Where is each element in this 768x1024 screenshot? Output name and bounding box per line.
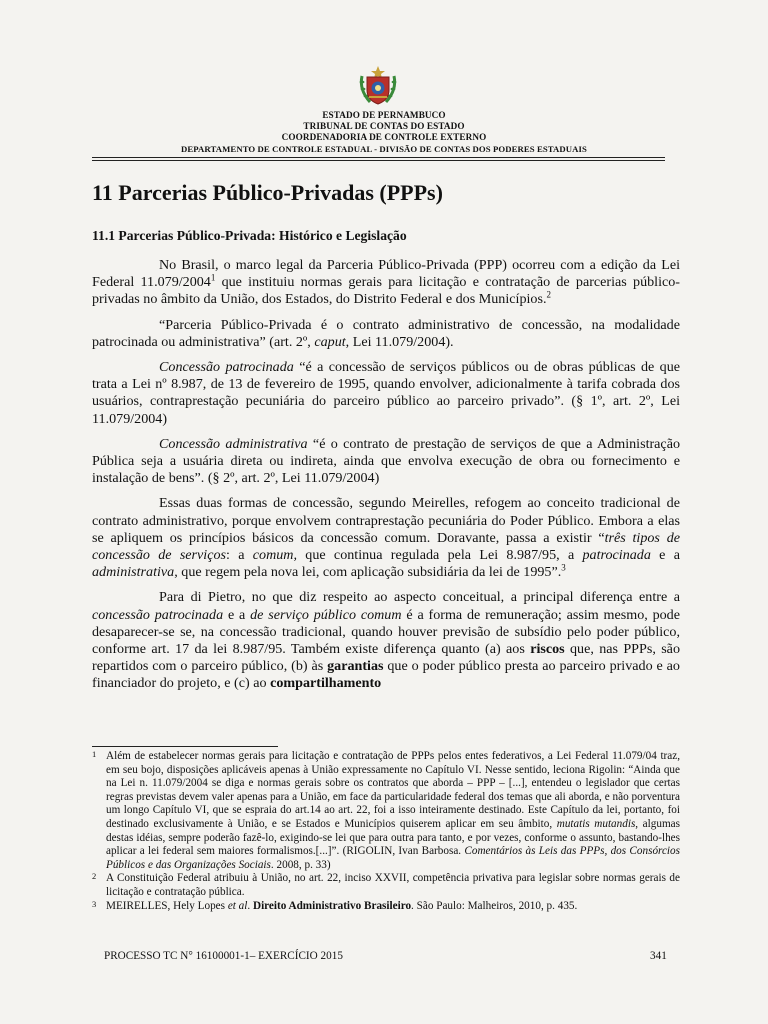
footnote-number: 2 [92, 871, 97, 882]
header-rule [92, 160, 665, 161]
footnote-ref[interactable]: 3 [561, 562, 566, 573]
footnote-number: 1 [92, 749, 97, 759]
footnote-1: 1 Além de estabelecer normas gerais para licitação e contratação de PPPs pelos entes federativos, a Lei Federal 11.079/04 traz, em seu bojo, disposições aplicáveis apenas à União expressamente no Capítulo VI. Nesse sentido, leciona Rigolin: “Ainda que na Lei n. 11.079/2004 se diga e normas gerais sobre os contratos que aborda – PPP – [...], entendeu o legislador que certas regras previstas devem valer apenas para a União, em face da particularidade federal dos temas que ali aborda, e não porventura um longo Capítulo VI, que se espraia do art.14 ao art. 22, foi a isso inteiramente destinado. Este Capítulo da lei, portanto, foi destinado exclusivamente à União, e se Estados e Municípios quiserem aplicar em seu âmbito, mutatis mutandis, algumas destas idéias, sempre poderão fazê-lo, exigindo-se lei que para outra para tanto, e por vezes, conforme o assunto, bastando-lhes aplicar a lei federal sem maiores formalismos.[...]”. (RIGOLIN, Ivan Barbosa. Comentários às Leis das PPPs, dos Consórcios Públicos e das Organizações Sociais. 2008, p. 33) [92, 749, 680, 871]
footnote-ref[interactable]: 1 [210, 272, 216, 283]
body-text [92, 257, 680, 701]
footnote-number: 3 [92, 898, 97, 909]
process-number: PROCESSO TC N° 16100001-1– EXERCÍCIO 2015 [104, 950, 343, 962]
paragraph: Essas duas formas de concessão, segundo Meirelles, refogem ao conceito tradicional de contrato administrativo, porque envolvem contraprestação pecuniária do Poder Público. Embora a elas se apliquem os princípios básicos da concessão comum. Doravante, passa a existir “três tipos de concessão de serviços: a comum, que continua regulada pela Lei 8.987/95, a patrocinada e a administrativa, que regem pela nova lei, com aplicação subsidiária da lei de 1995”.$^3$ [92, 495, 680, 581]
paragraph: Concessão administrativa “é o contrato de prestação de serviços de que a Administração Pública seja a usuária direta ou indireta, ainda que envolva execução de obra ou fornecimento e instalação de bens”. (§ 2º, art. 2º, Lei 11.079/2004) [92, 435, 680, 487]
header-state: ESTADO DE PERNAMBUCO [322, 110, 446, 120]
header-department: DEPARTAMENTO DE CONTROLE ESTADUAL - DIVISÃO DE CONTAS DOS PODERES ESTADUAIS [181, 144, 587, 154]
paragraph: “Parceria Público-Privada é o contrato administrativo de concessão, na modalidade patrocinada ou administrativa” (art. 2º, caput, Lei 11.079/2004). [92, 316, 680, 350]
paragraph: Concessão patrocinada “é a concessão de serviços públicos ou de obras públicas de que trata a Lei nº 8.987, de 13 de fevereiro de 1995, quando envolver, adicionalmente à tarifa cobrada dos usuários, contraprestação pecuniária do parceiro público ao parceiro privado”. (§ 1º, art. 2º, Lei 11.079/2004) [92, 359, 681, 427]
paragraph: Para di Pietro, no que diz respeito ao aspecto conceitual, a principal diferença entre a concessão patrocinada e a de serviço público comum é a forma de remuneração; assim mesmo, pode desaparecer-se se, na concessão tradicional, quando houver previsão de subsídio pelo poder público, conforme art. 17 da lei 8.987/95. Também existe diferença quanto (a) aos riscos que, nas PPPs, são repartidos com o parceiro público, (b) às garantias que o poder público presta ao parceiro privado e ao financiador do projeto, e (c) ao compartilhamento [92, 589, 680, 692]
footnote-separator [92, 746, 278, 747]
section-title: 11 Parcerias Público-Privadas (PPPs) [92, 180, 443, 205]
paragraph: No Brasil, o marco legal da Parceria Público-Privada (PPP) ocorreu com a edição da Lei Federal 11.079/2004$^1$ que instituiu normas gerais para licitação e contratação de parcerias público-privadas no âmbito da União, dos Estados, do Distrito Federal e dos Municípios.$^2$ [92, 257, 680, 308]
subsection-title: 11.1 Parcerias Público-Privada: Histórico e Legislação [92, 228, 407, 243]
pernambuco-coat-of-arms-icon [356, 64, 400, 108]
header-coordination: COORDENADORIA DE CONTROLE EXTERNO [281, 132, 487, 142]
footnotes [92, 750, 680, 913]
footnote-3: 3 MEIRELLES, Hely Lopes et al. Direito Administrativo Brasileiro. São Paulo: Malheiros, 2010, p. 435. [92, 898, 578, 912]
page-number: 341 [650, 950, 667, 962]
footnote-2: 2 A Constituição Federal atribuiu à União, no art. 22, inciso XXVII, competência privativa para legislar sobre normas gerais de licitação e contratação pública. [92, 871, 680, 898]
footnote-ref[interactable]: 2 [546, 289, 551, 300]
header-rule [92, 157, 665, 158]
header-tribunal: TRIBUNAL DE CONTAS DO ESTADO [303, 121, 465, 131]
